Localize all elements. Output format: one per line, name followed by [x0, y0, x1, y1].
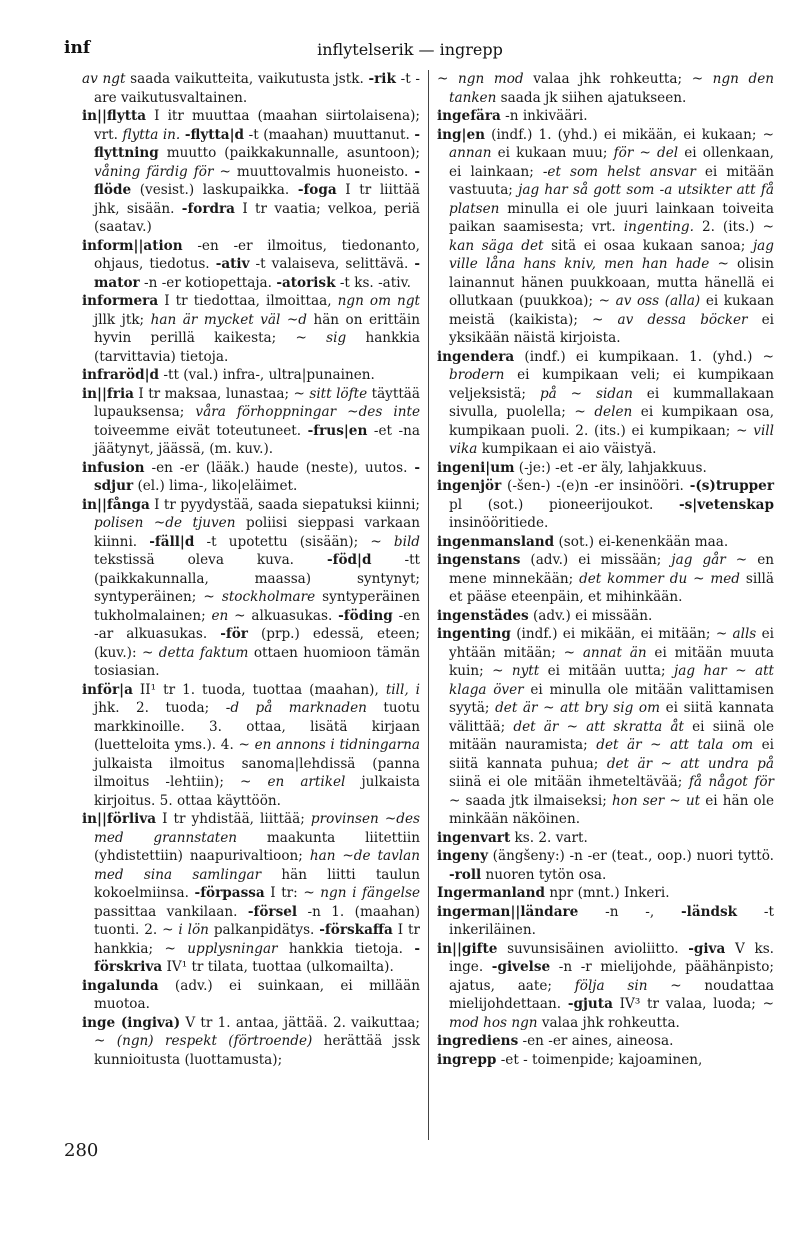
- example-phrase: ~ delen: [574, 404, 633, 420]
- running-title: inflytelserik — ingrepp: [317, 40, 503, 59]
- example-phrase: ngn om ngt: [337, 293, 420, 309]
- definition-text: minulla ei ole juuri lainkaan toiveita paikan saamisesta; vrt.: [449, 200, 774, 235]
- example-phrase: ~ alls: [715, 626, 757, 642]
- example-phrase: ~ ngn mod: [437, 71, 524, 87]
- definition-text: saada jtk ilmaiseksi;: [460, 792, 612, 809]
- dictionary-entry: [437, 1032, 774, 1051]
- definition-text: I tr:: [264, 885, 304, 901]
- dictionary-entry: [437, 829, 774, 848]
- headword: -förpassa: [194, 885, 265, 901]
- headword: -foga: [297, 182, 337, 198]
- definition-text: hankkia tietoja.: [277, 940, 415, 957]
- definition-text: -tt (paikkakunnalla, maassa) syntynyt; syntyperäinen;: [94, 552, 420, 605]
- definition-text: -n -,: [578, 903, 682, 920]
- definition-text: saada vaikutteita, vaikutusta jstk.: [125, 71, 369, 87]
- dictionary-entry: [437, 607, 774, 626]
- definition-text: -n 1. (maahan) tuonti. 2.: [94, 903, 421, 938]
- example-phrase: -d på marknaden: [225, 700, 367, 716]
- example-phrase: det är ~ att skratta åt: [513, 718, 684, 735]
- example-phrase: ~ av dessa böcker: [592, 311, 748, 328]
- definition-text: julkaista kirjoitus. 5. ottaa käyttöön.: [94, 774, 420, 809]
- headword: -flytta|d: [184, 126, 245, 143]
- definition-text: (vesist.) laskupaikka.: [131, 182, 298, 198]
- dictionary-entry: [437, 940, 774, 1033]
- definition-text: -et - toimenpide; kajoaminen,: [496, 1051, 703, 1068]
- definition-text: en mene minnekään;: [449, 552, 774, 587]
- definition-text: II¹ tr 1. tuoda, tuottaa (maahan),: [132, 681, 386, 698]
- dictionary-entry: [437, 903, 774, 940]
- example-phrase: ~ (ngn) respekt (förtroende): [94, 1033, 313, 1049]
- headword: Ingermanland: [437, 885, 545, 901]
- definition-text: -n inkivääri.: [500, 108, 588, 124]
- definition-text: (-je:) -et -er äly, lahjakkuus.: [514, 459, 707, 476]
- example-phrase: ~ mod hos ngn: [449, 996, 774, 1031]
- definition-text: valaa jhk rohkeutta.: [537, 1014, 680, 1031]
- definition-text: tuotu markkinoille. 3. ottaa, lisätä kirjaan (luetteloita yms.). 4.: [94, 700, 420, 753]
- example-phrase: ~ kan säga det: [449, 219, 774, 254]
- headword: in||flytta: [82, 108, 147, 124]
- headword: -rik: [368, 71, 396, 87]
- example-phrase: för ~ del: [613, 145, 679, 161]
- definition-text: saada jk siihen ajatukseen.: [496, 89, 687, 106]
- definition-text: (adv.) ei missään.: [528, 607, 653, 624]
- definition-text: ei mitään vastuuta;: [449, 163, 774, 198]
- headword: ingerman||ländare: [437, 903, 579, 920]
- example-phrase: ~ i lön: [162, 922, 209, 938]
- headword: -s|vetenskap: [679, 496, 774, 513]
- headword: -givelse: [491, 959, 551, 975]
- definition-text: täyttää lupauksensa;: [94, 385, 420, 420]
- dictionary-entry: [82, 459, 420, 496]
- dictionary-entry: [437, 884, 774, 903]
- definition-text: (indf.) 1. (yhd.) ei mikään, ei kukaan;: [485, 126, 763, 143]
- definition-text: ei kummallakaan sivulla, puolella;: [449, 385, 774, 420]
- definition-text: ei yhtään mitään;: [449, 626, 774, 661]
- definition-text: ei kumpikaan osa, kumpikaan puoli. 2. (its.) ei kumpikaan;: [449, 404, 775, 439]
- right-column: [428, 70, 774, 1140]
- headword: -(s)trupper: [689, 478, 774, 494]
- dictionary-entry: [437, 847, 774, 884]
- definition-text: muutto (paikkakunnalle, asuntoon);: [158, 145, 420, 161]
- headword: infraröd|d: [82, 367, 160, 383]
- example-phrase: våning färdig för ~: [94, 163, 231, 180]
- definition-text: noudattaa mielijohdettaan.: [449, 977, 774, 1012]
- example-phrase: ~ bild: [370, 533, 420, 550]
- example-phrase: han ~de tavlan med sina samlingar: [94, 848, 420, 883]
- dictionary-entry: [437, 126, 774, 348]
- definition-text: -t inkeriläinen.: [449, 903, 774, 938]
- definition-text: hän liitti taulun kokoelmiinsa.: [94, 866, 421, 901]
- definition-text: I tr hankkia;: [94, 922, 420, 957]
- example-phrase: ~ nytt: [492, 663, 540, 679]
- example-phrase: en ~: [211, 607, 246, 624]
- example-phrase: ~ sitt löfte: [293, 385, 368, 402]
- definition-text: (el.) lima-, liko|eläimet.: [133, 478, 298, 494]
- example-phrase: jag har så gott som -a utsikter att få platsen: [449, 182, 774, 217]
- headword: -flöde: [94, 163, 420, 198]
- definition-text: palkanpidätys.: [208, 922, 320, 938]
- example-phrase: våra förhoppningar ~des inte: [195, 404, 420, 420]
- example-phrase: ~ sig: [295, 330, 347, 346]
- definition-text: -t (maahan) muuttanut.: [244, 126, 415, 143]
- headword: infusion: [82, 459, 145, 476]
- example-phrase: ~ ngn i fängelse: [303, 885, 420, 901]
- headword: inge (ingiva): [82, 1014, 181, 1031]
- definition-text: -et -na jäätynyt, jäässä, (m. kuv.).: [94, 422, 420, 457]
- dictionary-entry: [82, 292, 420, 366]
- dictionary-entry: [82, 681, 420, 811]
- example-phrase: jag går ~: [671, 552, 748, 568]
- headword: in||förliva: [82, 811, 157, 827]
- dictionary-entry: [437, 625, 774, 829]
- headword: -förskaffa: [319, 922, 393, 938]
- definition-text: ei kukaan muu;: [491, 145, 614, 161]
- example-phrase: få något för ~: [449, 774, 774, 809]
- page-number: 280: [64, 1140, 99, 1161]
- headword: ingendera: [437, 348, 515, 365]
- definition-text: syntyperäinen tukholmalainen;: [94, 589, 420, 624]
- definition-text: tekstissä oleva kuva.: [94, 552, 327, 568]
- definition-text: herättää jssk kunnioitusta (luottamusta);: [94, 1033, 420, 1068]
- definition-text: hän on erittäin hyvin perillä kaikesta;: [94, 311, 420, 346]
- headword: ingeni|um: [437, 459, 515, 476]
- headword: ingenjör: [437, 478, 502, 494]
- definition-text: ei siinä ole mitään nauramista;: [449, 718, 774, 753]
- definition-text: (adv.) ei missään;: [520, 552, 672, 568]
- headword: -frus|en: [307, 422, 368, 439]
- definition-text: ei mitään muuta kuin;: [449, 644, 774, 679]
- definition-text: insinööritiede.: [449, 515, 549, 531]
- example-phrase: det är ~ att tala om: [596, 737, 754, 753]
- definition-text: olisin lainannut hänen puukkoaan, mutta hänellä ei ollutkaan (puukkoa);: [449, 256, 774, 309]
- headword: -sdjur: [94, 459, 420, 494]
- example-phrase: ~ upplysningar: [164, 940, 278, 957]
- headword: ingenmansland: [437, 533, 555, 550]
- headword: ingenvart: [437, 829, 511, 846]
- headword: ingenstans: [437, 552, 521, 568]
- definition-text: ottaen huomioon tämän tosiasian.: [94, 644, 420, 679]
- example-phrase: jag har ~ att klaga över: [449, 663, 775, 698]
- example-phrase: provinsen ~des med grannstaten: [94, 811, 420, 846]
- example-phrase: på ~ sidan: [539, 385, 633, 402]
- example-phrase: ~ en artikel: [240, 774, 346, 790]
- definition-text: -en -ar alkuasukas.: [94, 607, 420, 642]
- headword: ing|en: [437, 126, 486, 143]
- definition-text: julkaista ilmoitus sanoma|lehdissä (panna ilmoitus -lehtiin);: [94, 755, 420, 790]
- definition-text: -t ks. -ativ.: [335, 274, 411, 291]
- definition-text: -tt (val.) infra-, ultra|punainen.: [159, 367, 375, 383]
- definition-text: hankkia (tarvittavia) tietoja.: [94, 330, 420, 365]
- dictionary-entry: [437, 1051, 774, 1070]
- headword: -gjuta: [567, 996, 613, 1012]
- definition-text: I tr maksaa, lunastaa;: [133, 385, 294, 402]
- definition-text: alkuasukas.: [245, 607, 339, 624]
- definition-text: I tr pyydystää, saada siepatuksi kiinni;: [149, 496, 420, 513]
- example-phrase: jag ville låna hans kniv, men han hade ~: [449, 237, 774, 272]
- definition-text: I tr vaatia; velkoa, periä (saatav.): [94, 200, 421, 235]
- definition-text: (indf.) ei kumpikaan. 1. (yhd.): [514, 348, 763, 365]
- example-phrase: det är ~ att undra på: [606, 755, 774, 772]
- definition-text: maakunta liitettiin (yhdistettiin) naapurivaltioon;: [94, 829, 421, 864]
- headword: ingalunda: [82, 977, 159, 994]
- example-phrase: till, i: [385, 681, 420, 698]
- definition-text: ei mitään uutta;: [539, 663, 675, 679]
- definition-text: (sot.) ei-kenenkään maa.: [554, 533, 729, 550]
- dictionary-columns: [82, 70, 782, 1140]
- definition-text: -n -er kotiopettaja.: [139, 274, 277, 291]
- dictionary-entry: [437, 459, 774, 478]
- left-column: [82, 70, 428, 1140]
- definition-text: ei siitä kannata välittää;: [449, 700, 775, 735]
- dictionary-entry: [437, 551, 774, 607]
- headword: -ländsk: [681, 903, 738, 920]
- definition-text: kumpikaan ei aio väistyä.: [477, 441, 657, 457]
- example-phrase: ~ en annons i tidningarna: [238, 737, 420, 753]
- definition-text: sillä et pääse eteenpäin, et mihinkään.: [449, 570, 774, 605]
- example-phrase: ~ stockholmare: [203, 589, 316, 605]
- dictionary-entry: [82, 366, 420, 385]
- example-phrase: av ngt: [82, 71, 126, 87]
- definition-text: 2. (its.): [693, 219, 763, 235]
- definition-text: -t -are vaikutusvaltainen.: [94, 71, 420, 106]
- dictionary-entry: [82, 70, 420, 107]
- definition-text: I itr muuttaa (maahan siirtolaisena); vrt.: [94, 108, 420, 143]
- headword: in||fria: [82, 385, 134, 402]
- definition-text: ks. 2. vart.: [510, 829, 588, 846]
- example-phrase: ~ annat än: [563, 644, 647, 661]
- dictionary-entry: [82, 496, 420, 681]
- definition-text: (indf.) ei mikään, ei mitään;: [510, 626, 716, 642]
- definition-text: pl (sot.) pioneerijoukot.: [449, 496, 680, 513]
- definition-text: -en -er (lääk.) haude (neste), uutos.: [144, 459, 415, 476]
- definition-text: -t upotettu (sisään);: [194, 533, 371, 550]
- definition-text: IV¹ tr tilata, tuottaa (ulkomailta).: [162, 959, 394, 975]
- definition-text: V ks. inge.: [449, 940, 774, 975]
- definition-text: (prp.) edessä, eteen; (kuv.):: [94, 626, 420, 661]
- definition-text: I tr tiedottaa, ilmoittaa,: [158, 293, 338, 309]
- example-phrase: ~ brodern: [449, 348, 774, 383]
- example-phrase: det är ~ att bry sig om: [495, 700, 661, 716]
- definition-text: -t valaiseva, selittävä.: [249, 256, 415, 272]
- dictionary-entry: [437, 477, 774, 533]
- definition-text: -n -r mielijohde, päähänpisto; ajatus, aate;: [449, 959, 775, 994]
- example-phrase: ingenting.: [623, 219, 694, 235]
- definition-text: ei kumpikaan veli; ei kumpikaan veljeksistä;: [449, 367, 774, 402]
- dictionary-entry: [437, 348, 774, 459]
- dictionary-entry: [82, 107, 420, 237]
- dictionary-entry: [437, 107, 774, 126]
- definition-text: valaa jhk rohkeutta;: [523, 71, 692, 87]
- definition-text: V tr 1. antaa, jättää. 2. vaikuttaa;: [180, 1014, 420, 1031]
- headword: -fordra: [181, 200, 235, 217]
- dictionary-entry: [82, 977, 420, 1014]
- example-phrase: det kommer du ~ med: [579, 570, 740, 587]
- definition-text: IV³ tr valaa, luoda;: [612, 996, 763, 1012]
- headword: informera: [82, 293, 159, 309]
- dictionary-entry: [437, 70, 774, 107]
- definition-text: muuttovalmis huoneisto.: [230, 163, 415, 180]
- example-phrase: han är mycket väl ~d: [150, 311, 307, 328]
- headword: ingenting: [437, 626, 511, 642]
- definition-text: ei hän ole minkään näköinen.: [449, 792, 775, 827]
- definition-text: ei minulla ole mitään valittamisen syytä;: [449, 681, 774, 716]
- headword: -flyttning: [94, 126, 420, 161]
- headword: inform||ation: [82, 237, 183, 254]
- headword: -försel: [247, 903, 298, 920]
- headword: -mator: [94, 256, 420, 291]
- headword: -atorisk: [276, 274, 336, 291]
- definition-text: I tr yhdistää, liittää;: [156, 811, 311, 827]
- headword: -för: [220, 626, 248, 642]
- definition-text: nuoren tytön osa.: [481, 866, 607, 883]
- headword: ingrediens: [437, 1033, 519, 1049]
- definition-text: poliisi sieppasi varkaan kiinni.: [94, 515, 420, 550]
- dictionary-entry: [437, 533, 774, 552]
- headword: -föd|d: [326, 552, 372, 568]
- headword: ingenstädes: [437, 607, 529, 624]
- definition-text: siinä ei ole mitään ihmeteltävää;: [449, 774, 689, 790]
- definition-text: ei ollenkaan, ei lainkaan;: [449, 145, 774, 180]
- definition-text: (adv.) ei suinkaan, ei millään muotoa.: [94, 977, 420, 1012]
- definition-text: suvunsisäinen avioliitto.: [497, 940, 689, 957]
- headword: ingeny: [437, 848, 488, 864]
- definition-text: jllk jtk;: [94, 311, 151, 328]
- dictionary-entry: [82, 385, 420, 459]
- example-phrase: ~ ngn den tanken: [449, 71, 775, 106]
- dictionary-entry: [82, 237, 420, 293]
- definition-text: ei siitä kannata puhua;: [449, 737, 774, 772]
- guide-word: inf: [64, 38, 91, 58]
- dictionary-entry: [82, 1014, 420, 1070]
- example-phrase: polisen ~de tjuven: [94, 515, 236, 531]
- headword: -roll: [449, 866, 482, 883]
- dictionary-entry: [82, 810, 420, 977]
- definition-text: npr (mnt.) Inkeri.: [545, 885, 670, 901]
- headword: -förskriva: [94, 940, 420, 975]
- definition-text: ei yksikään näistä kirjoista.: [449, 311, 774, 346]
- definition-text: jhk. 2. tuoda;: [94, 700, 226, 716]
- definition-text: (-šen-) -(e)n -er insinööri.: [501, 478, 690, 494]
- example-phrase: ~ vill vika: [449, 422, 774, 457]
- headword: -giva: [688, 940, 726, 957]
- definition-text: passittaa vankilaan.: [94, 903, 248, 920]
- definition-text: ei kukaan meistä (kaikista);: [449, 293, 774, 328]
- headword: inför|a: [82, 681, 133, 698]
- example-phrase: hon ser ~ ut: [611, 792, 701, 809]
- example-phrase: ~ av oss (alla): [598, 293, 701, 309]
- definition-text: (ängšeny:) -n -er (teat., oop.) nuori tyttö.: [487, 848, 774, 864]
- example-phrase: -et som helst ansvar: [542, 163, 696, 180]
- definition-text: toiveemme eivät toteutuneet.: [94, 422, 308, 439]
- example-phrase: ~ detta faktum: [141, 644, 249, 661]
- headword: ingrepp: [437, 1051, 497, 1068]
- headword: in||fånga: [82, 496, 150, 513]
- definition-text: -en -er ilmoitus, tiedonanto, ohjaus, tiedotus.: [94, 237, 420, 272]
- example-phrase: följa sin ~: [574, 977, 682, 994]
- headword: ingefära: [437, 108, 501, 124]
- headword: in||gifte: [437, 940, 498, 957]
- example-phrase: flytta in.: [122, 126, 181, 143]
- headword: -fäll|d: [149, 533, 195, 550]
- headword: -föding: [338, 607, 393, 624]
- definition-text: sitä ei osaa kukaan sanoa;: [543, 237, 753, 254]
- example-phrase: ~ annan: [449, 126, 774, 161]
- headword: -ativ: [215, 256, 250, 272]
- definition-text: -en -er aines, aineosa.: [518, 1033, 674, 1049]
- definition-text: I tr liittää jhk, sisään.: [94, 182, 420, 217]
